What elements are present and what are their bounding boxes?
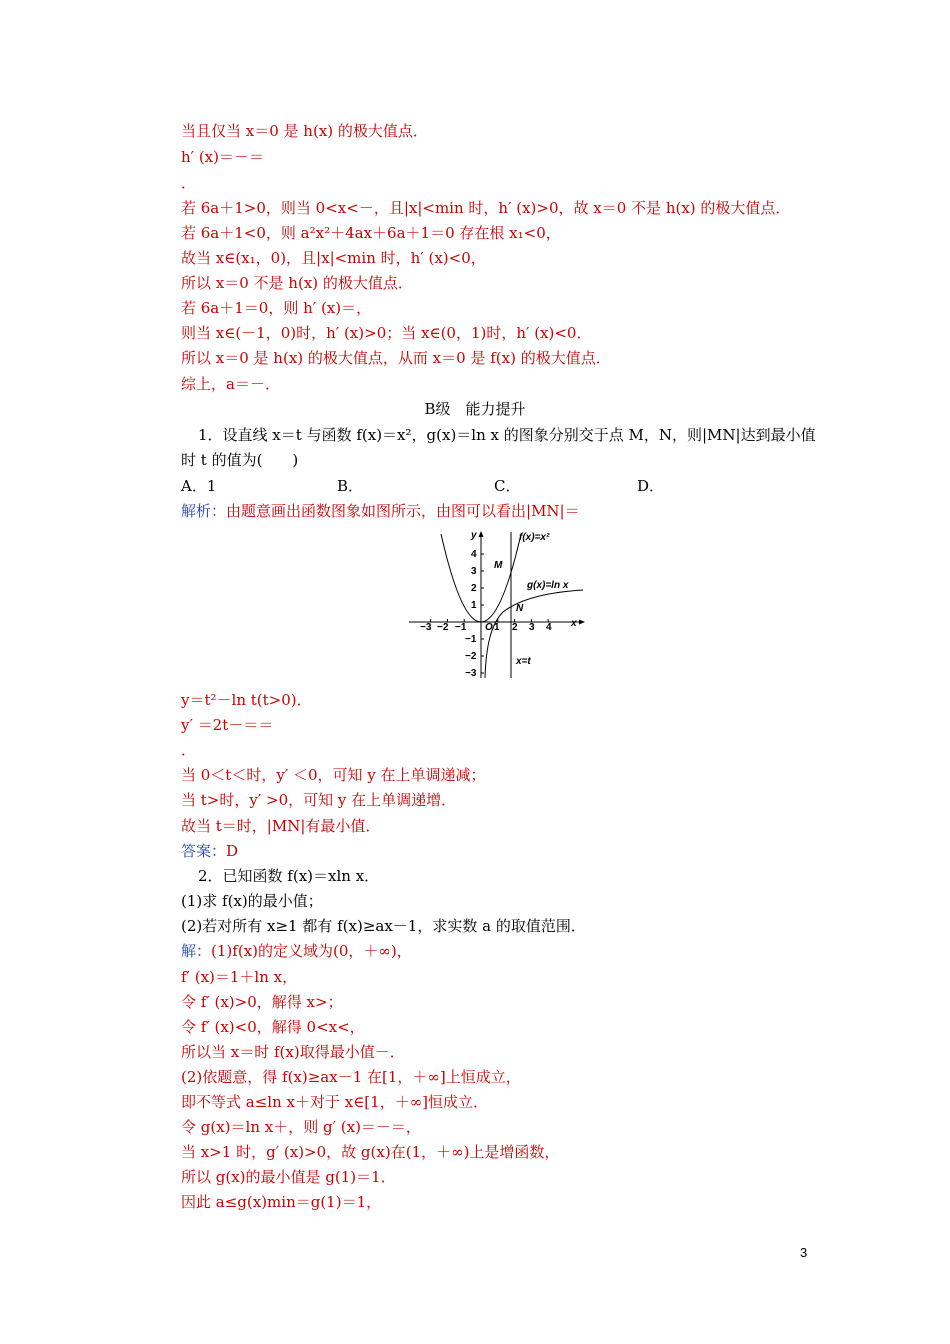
- y-tick-label: 2: [471, 583, 477, 594]
- x-axis-arrow: [579, 620, 585, 625]
- text-line: 若 6a＋1<0，则 a²x²＋4ax＋6a＋1＝0 存在根 x₁<0，: [181, 224, 561, 242]
- y-tick-label: 4: [471, 549, 477, 560]
- solution-label: 解：: [181, 942, 212, 960]
- text-line: f′ (x)＝1＋ln x，: [181, 968, 298, 986]
- text-line: 故当 x∈(x₁，0)，且|x|<min 时，h′ (x)<0，: [181, 249, 486, 267]
- text-line: 综上，a＝－．: [181, 375, 280, 393]
- analysis-label: 解析：: [181, 502, 227, 520]
- question-text: 2．已知函数 f(x)＝xln x．: [198, 867, 380, 885]
- text-line: 所以 x＝0 是 h(x) 的极大值点，从而 x＝0 是 f(x) 的极大值点．: [181, 349, 611, 367]
- x-tick-label: −3: [420, 622, 432, 633]
- text-line: 故当 t＝时，|MN|有最小值．: [181, 817, 381, 835]
- x-tick-label: 1: [494, 622, 500, 633]
- y-tick-label: 1: [471, 600, 477, 611]
- origin-label: O: [485, 622, 493, 633]
- text-line: 所以 x＝0 不是 h(x) 的极大值点．: [181, 274, 413, 292]
- text-line: 因此 a≤g(x)min＝g(1)＝1，: [181, 1193, 382, 1211]
- x-tick-label: 4: [546, 622, 552, 633]
- y-axis-arrow: [479, 531, 484, 537]
- y-tick-label: −2: [465, 651, 477, 662]
- text-line: 令 g(x)＝ln x＋，则 g′ (x)＝－＝，: [181, 1118, 421, 1136]
- x-axis-label: x: [571, 618, 577, 629]
- text-line: ．: [181, 741, 197, 759]
- text-line: 当 0＜t＜时，y′ ＜0，可知 y 在上单调递减；: [181, 766, 486, 784]
- text-line: y′ ＝2t－＝＝: [181, 716, 274, 734]
- x-tick-label: −1: [455, 622, 467, 633]
- g-label: g(x)=ln x: [527, 580, 569, 591]
- text-line: 即不等式 a≤ln x＋对于 x∈[1，＋∞]恒成立．: [181, 1093, 489, 1111]
- text-line: 若 6a＋1>0，则当 0<x<－，且|x|<min 时，h′ (x)>0，故 x＝0 不是 h(x) 的极大值点．: [181, 199, 791, 217]
- text-line: 所以当 x＝时 f(x)取得最小值－．: [181, 1043, 405, 1061]
- y-tick-label: −3: [465, 668, 477, 679]
- option-a: A．1: [181, 477, 217, 495]
- option-d: D．: [637, 477, 665, 495]
- text-line: 当 t>时，y′ >0，可知 y 在上单调递增．: [181, 791, 457, 809]
- text-line: 若 6a＋1＝0，则 h′ (x)＝，: [181, 299, 372, 317]
- text-line: 当 x>1 时，g′ (x)>0，故 g(x)在(1，＋∞)上是增函数，: [181, 1143, 560, 1161]
- y-tick-label: −1: [465, 634, 477, 645]
- answer-value: D: [226, 842, 239, 860]
- text-line: y＝t²－ln t(t>0)．: [181, 691, 312, 709]
- option-b: B．: [337, 477, 364, 495]
- text-line: 所以 g(x)的最小值是 g(1)＝1．: [181, 1168, 396, 1186]
- f-label: f(x)=x²: [519, 532, 550, 543]
- analysis-line: [181, 500, 580, 522]
- text-line: 令 f′ (x)>0，解得 x>；: [181, 993, 343, 1011]
- n-label: N: [516, 603, 524, 614]
- m-label: M: [494, 560, 503, 571]
- question-text: 1．设直线 x＝t 与函数 f(x)＝x²，g(x)＝ln x 的图象分别交于点 M，N，则|MN|达到最小值: [198, 426, 816, 444]
- question-text: (2)若对所有 x≥1 都有 f(x)≥ax－1，求实数 a 的取值范围．: [181, 917, 586, 935]
- text-line: 当且仅当 x＝0 是 h(x) 的极大值点．: [181, 122, 428, 140]
- text-line: (2)依题意，得 f(x)≥ax－1 在[1，＋∞]上恒成立，: [181, 1068, 521, 1086]
- text-line: 则当 x∈(－1，0)时，h′ (x)>0；当 x∈(0，1)时，h′ (x)<0．: [181, 324, 592, 342]
- x-tick-label: 2: [512, 622, 518, 633]
- option-c: C．: [494, 477, 521, 495]
- solution-line: [181, 940, 412, 962]
- analysis-text: 由题意画出函数图象如图所示，由图可以看出|MN|＝: [226, 502, 580, 520]
- function-graph-figure: [405, 526, 595, 682]
- text-line: h′ (x)＝－＝: [181, 148, 264, 166]
- text-line: 令 f′ (x)<0，解得 0<x<，: [181, 1018, 365, 1036]
- page-number: 3: [800, 1245, 808, 1260]
- answer-label: 答案：: [181, 842, 227, 860]
- x-tick-label: 3: [529, 622, 535, 633]
- y-axis-label: y: [471, 530, 477, 541]
- y-tick-label: 3: [471, 566, 477, 577]
- line-label: x=t: [516, 656, 531, 667]
- solution-text: (1)f(x)的定义域为(0，＋∞)，: [211, 942, 412, 960]
- answer-line: [181, 840, 238, 862]
- question-text: (1)求 f(x)的最小值；: [181, 892, 323, 910]
- question-text: 时 t 的值为( ): [181, 451, 299, 469]
- text-line: ．: [181, 174, 197, 192]
- x-tick-label: −2: [437, 622, 449, 633]
- section-heading: B级 能力提升: [424, 400, 526, 418]
